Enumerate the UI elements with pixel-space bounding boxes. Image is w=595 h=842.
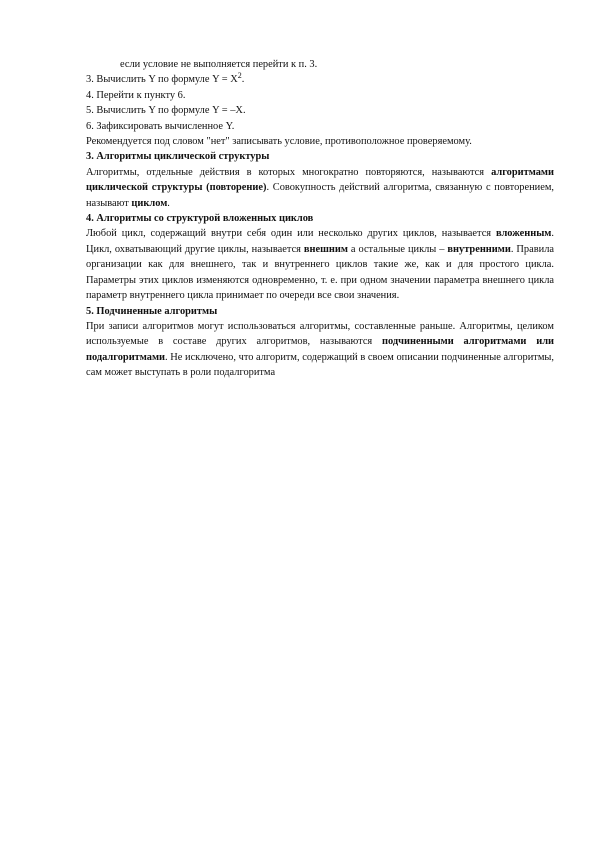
section-3-heading: 3. Алгоритмы циклической структуры <box>86 151 270 163</box>
document-page <box>86 57 554 381</box>
section-5-text-2: . Не исключено, что алгоритм, содержащий в своем описании подчиненные алгоритмы, сам может выступать в роли подалгоритма <box>86 351 554 379</box>
section-4-term-inner: внутренними <box>447 243 511 255</box>
step-3 <box>86 72 554 87</box>
section-3-term-cycle: циклом <box>131 197 168 209</box>
step-3-end: . <box>241 74 245 86</box>
section-4-heading: 4. Алгоритмы со структурой вложенных циклов <box>86 213 314 225</box>
recommendation-note: Рекомендуется под словом "нет" записывать условие, противоположное проверяемому. <box>86 136 472 148</box>
section-5-heading: 5. Подчиненные алгоритмы <box>86 305 218 317</box>
step-4: 4. Перейти к пункту 6. <box>86 89 186 101</box>
section-4-term-outer: внешним <box>303 243 348 255</box>
section-3-text-2: . Совокупность действий алгоритма, связанную с повторением, называют <box>86 182 554 209</box>
step-5: 5. Вычислить Y по формуле Y = –X. <box>86 105 246 117</box>
section-5-term-subordinate: подчиненными алгоритмами или подалгоритмами <box>86 336 555 363</box>
step-6: 6. Зафиксировать вычисленное Y. <box>86 120 235 132</box>
section-3-term-cyclic: алгоритмами циклической структуры (повторение) <box>86 166 554 194</box>
section-3-text-3: . <box>167 197 170 209</box>
section-3-paragraph <box>86 165 554 211</box>
section-4-paragraph <box>86 226 554 303</box>
section-4-text-2: . Цикл, охватывающий другие циклы, называется <box>86 228 554 255</box>
step-continuation: если условие не выполняется перейти к п. 3. <box>120 59 318 70</box>
section-4-text-3: а остальные циклы – <box>347 243 448 255</box>
section-4-term-nested: вложенным <box>495 228 552 240</box>
step-3-exponent: 2 <box>237 71 242 81</box>
step-3-text: 3. Вычислить Y по формуле Y = X <box>86 74 238 86</box>
section-4-text-4: . Правила организации как для внешнего, так и внутреннего циклов такие же, как и для простого цикла. Параметры этих циклов изменяются одновременно, т. е. при одном значении параметра внешнего цикла параметр внутреннего цикла принимает по очереди все свои значения. <box>86 243 554 302</box>
section-5-paragraph <box>86 319 554 381</box>
section-4-text-1: Любой цикл, содержащий внутри себя один или несколько других циклов, называется <box>86 228 496 240</box>
section-3-text-1: Алгоритмы, отдельные действия в которых многократно повторяются, называются <box>86 166 492 178</box>
section-5-text-1: При записи алгоритмов могут использоваться алгоритмы, составленные раньше. Алгоритмы, целиком используемые в составе других алгоритмов, называются <box>86 320 554 348</box>
